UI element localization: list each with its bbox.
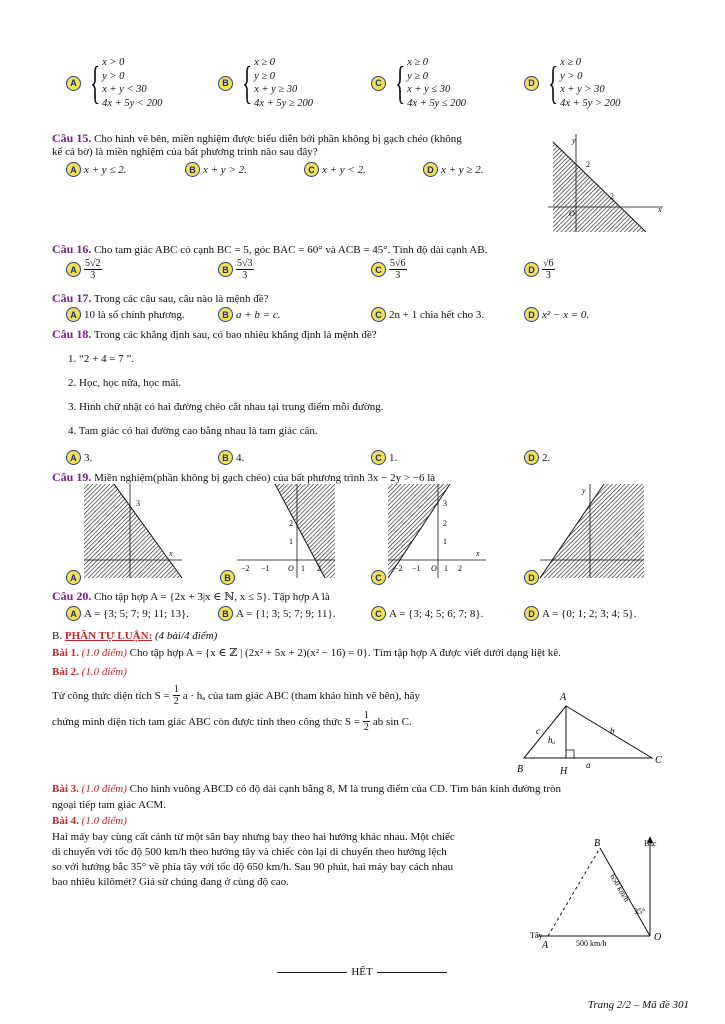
vertex-label: B xyxy=(517,764,524,775)
q15-question xyxy=(52,131,462,146)
tick-label: 1 xyxy=(301,564,305,573)
option-text: 4. xyxy=(236,451,245,464)
sys-line: 4x + 5y ≤ 200 xyxy=(407,97,467,109)
frac-num: 1 xyxy=(363,710,369,721)
bai2-heading xyxy=(52,666,127,678)
problem-text: chứng minh diện tích tam giác ABC còn được tính theo công thức S = xyxy=(52,715,360,728)
question-label: Câu 16. xyxy=(52,242,92,256)
side-label: c xyxy=(536,726,540,736)
option-text: 1. xyxy=(389,451,398,464)
question-text: Trong các câu sau, câu nào là mệnh đề? xyxy=(93,293,269,305)
end-text: HẾT xyxy=(351,966,373,978)
sys-line: y > 0 xyxy=(560,70,583,82)
q19-graph-d[interactable] xyxy=(540,484,645,580)
q14-option-c[interactable]: C { x ≥ 0 y ≥ 0 x + y ≤ 30 4x + 5y ≤ 200 xyxy=(371,56,466,110)
y-label: y xyxy=(572,136,576,145)
frac-den: 3 xyxy=(90,270,96,281)
option-badge: B xyxy=(218,262,233,277)
tick-label: 3 xyxy=(136,499,140,508)
tick-label: 2 xyxy=(317,564,321,573)
page-footer: Trang 2/2 – Mã đề 301 xyxy=(587,999,689,1011)
sys-line: y > 0 xyxy=(102,70,125,82)
q16-option-d[interactable] xyxy=(524,258,555,281)
option-badge: D xyxy=(524,570,539,585)
origin-label: O xyxy=(288,564,294,573)
frac-den: 2 xyxy=(363,722,369,733)
problem-score: (1.0 điểm) xyxy=(81,647,127,659)
q20-option-d[interactable] xyxy=(524,606,636,621)
sys-line: y ≥ 0 xyxy=(254,70,276,82)
distance-dashed-line xyxy=(548,848,600,936)
q20-question xyxy=(52,589,330,604)
q16-question xyxy=(52,242,487,257)
q19-graph-c[interactable] xyxy=(388,484,488,580)
question-label: Câu 18. xyxy=(52,327,92,341)
sys-line: x + y < 30 xyxy=(102,84,147,95)
question-label: Câu 20. xyxy=(52,589,92,603)
tick-label: 1 xyxy=(289,537,293,546)
tick-label: 2 xyxy=(289,519,293,528)
q20-option-a[interactable] xyxy=(66,606,189,621)
section-title: PHẦN TỰ LUẬN: xyxy=(64,630,153,642)
direction-label: Tây xyxy=(530,931,543,940)
option-badge: D xyxy=(524,606,539,621)
problem-text: a · hₐ của tam giác ABC (tham khảo hình vẽ bên), hãy xyxy=(182,689,421,702)
q17-option-c[interactable] xyxy=(371,307,484,322)
question-label: Câu 19. xyxy=(52,470,92,484)
q16-option-c[interactable] xyxy=(371,258,407,281)
option-text: 3. xyxy=(84,451,93,464)
option-badge: B xyxy=(218,307,233,322)
question-text: Cho tập hợp A = {2x + 3|x ∈ ℕ, x ≤ 5}. Tập hợp A là xyxy=(94,591,330,603)
problem-score: (1.0 điểm) xyxy=(81,666,127,678)
q17-option-b[interactable] xyxy=(218,307,280,322)
question-text-cont: kể cả bờ) là miền nghiệm của bất phương trình nào sau đây? xyxy=(52,146,318,158)
q19-option-a[interactable] xyxy=(66,570,81,585)
q19-graph-b[interactable] xyxy=(237,484,337,580)
frac-num: 1 xyxy=(173,684,179,695)
q16-option-a[interactable] xyxy=(66,258,102,281)
bai4-flight-figure xyxy=(524,832,674,954)
option-badge: B xyxy=(218,76,233,91)
option-badge: D xyxy=(524,262,539,277)
question-label: Câu 15. xyxy=(52,131,92,145)
frac-num: 5√2 xyxy=(85,258,101,269)
sys-line: x + y ≥ 30 xyxy=(254,84,298,95)
option-text: x + y > 2. xyxy=(203,163,247,176)
q16-option-b[interactable] xyxy=(218,258,254,281)
option-text: A = {3; 4; 5; 6; 7; 8}. xyxy=(389,607,484,620)
option-badge: B xyxy=(220,570,235,585)
option-badge: A xyxy=(66,570,81,585)
q18-option-b[interactable] xyxy=(218,450,244,465)
question-label: Câu 17. xyxy=(52,291,92,305)
q18-option-d[interactable] xyxy=(524,450,550,465)
tick-label: −1 xyxy=(412,564,421,573)
list-item: 3. Hình chữ nhật có hai đường chéo cắt nhau tại trung điểm mỗi đường. xyxy=(68,401,384,413)
option-badge: B xyxy=(185,162,200,177)
section-score: (4 bài/4 điểm) xyxy=(154,630,218,642)
q15-option-a[interactable] xyxy=(66,162,126,177)
tick-label: 2 xyxy=(443,519,447,528)
problem-text: di chuyển với tốc độ 500 km/h theo hướng tây và chiếc còn lại di chuyển theo hướng lệch xyxy=(52,846,447,858)
hatched-region xyxy=(275,484,335,578)
tick-label: 2 xyxy=(458,564,462,573)
right-angle-mark xyxy=(566,750,574,758)
y-label: y xyxy=(582,486,586,495)
speed-label: 500 km/h xyxy=(576,939,607,948)
list-item: 4. Tam giác có hai đường cao bằng nhau là tam giác cân. xyxy=(68,425,318,437)
vertex-label: A xyxy=(560,692,567,703)
end-marker xyxy=(277,966,447,978)
tick-label: −1 xyxy=(261,564,270,573)
sys-line: x ≥ 0 xyxy=(254,57,276,68)
option-text: 10 là số chính phương. xyxy=(84,308,185,321)
question-text: Cho hình vẽ bên, miền nghiệm được biểu diễn bởi phần không bị gạch chéo (không xyxy=(94,133,462,145)
q17-question xyxy=(52,291,269,306)
altitude-label: hₐ xyxy=(548,735,556,745)
list-item: 1. “2 + 4 = 7 ”. xyxy=(68,353,135,365)
option-text: x² − x = 0. xyxy=(542,308,590,321)
option-badge: B xyxy=(218,606,233,621)
vertex-label: H xyxy=(560,766,568,777)
problem-text-cont: ngoại tiếp tam giác ACM. xyxy=(52,799,166,811)
q14-option-d[interactable]: D { x ≥ 0 y > 0 x + y > 30 4x + 5y > 200 xyxy=(524,56,620,110)
bai1 xyxy=(52,646,561,659)
tick-label: 1 xyxy=(444,564,448,573)
frac-num: 5√3 xyxy=(237,258,253,269)
q19-graph-a[interactable] xyxy=(84,484,184,580)
tick-label: 2 xyxy=(586,160,590,169)
option-badge: A xyxy=(66,262,81,277)
bai4-heading xyxy=(52,815,127,827)
q18-option-c[interactable] xyxy=(371,450,397,465)
section-prefix: B. xyxy=(52,630,63,642)
option-badge: D xyxy=(524,76,539,91)
sys-line: 4x + 5y < 200 xyxy=(102,97,163,109)
bai3-line1 xyxy=(52,783,561,795)
angle-label: 35° xyxy=(634,907,646,916)
divider xyxy=(277,972,347,973)
option-badge: A xyxy=(66,307,81,322)
option-text: A = {3; 5; 7; 9; 11; 13}. xyxy=(84,607,189,620)
q19-option-c[interactable] xyxy=(371,570,386,585)
problem-text: Cho tập hợp A = {x ∈ ℤ | (2x² + 5x + 2)(x² − 16) = 0}. Tìm tập hợp A được viết dưới dạng liệt kê. xyxy=(129,647,561,659)
frac-den: 3 xyxy=(242,270,248,281)
problem-text: Từ công thức diện tích S = xyxy=(52,689,170,702)
option-text: a + b = c. xyxy=(236,308,281,321)
hatched-region xyxy=(84,484,182,578)
option-badge: C xyxy=(371,262,386,277)
q17-option-a[interactable] xyxy=(66,307,185,322)
option-badge: C xyxy=(371,307,386,322)
option-badge: C xyxy=(371,450,386,465)
q15-graph xyxy=(548,134,668,234)
option-badge: A xyxy=(66,162,81,177)
tick-label: −2 xyxy=(394,564,403,573)
q20-option-b[interactable] xyxy=(218,606,335,621)
x-label: x xyxy=(476,549,480,558)
sys-line: x > 0 xyxy=(102,57,125,68)
q14-option-b[interactable]: B { x ≥ 0 y ≥ 0 x + y ≥ 30 4x + 5y ≥ 200 xyxy=(218,56,313,110)
problem-text: bao nhiêu kilômét? Giả sử chúng đang ở cùng độ cao. xyxy=(52,876,289,888)
sys-line: x + y > 30 xyxy=(560,84,605,95)
frac-num: 5√6 xyxy=(390,258,406,269)
option-text: A = {0; 1; 2; 3; 4; 5}. xyxy=(542,607,637,620)
problem-text: ab sin C. xyxy=(372,715,412,728)
x-label: x xyxy=(658,205,662,214)
option-text: A = {1; 3; 5; 7; 9; 11}. xyxy=(236,607,336,620)
tick-label: 3 xyxy=(443,499,447,508)
option-badge: A xyxy=(66,606,81,621)
q19-option-b[interactable] xyxy=(220,570,235,585)
option-badge: D xyxy=(524,450,539,465)
frac-den: 2 xyxy=(173,696,179,707)
side-label: a xyxy=(586,760,591,770)
list-item: 2. Học, học nữa, học mãi. xyxy=(68,377,182,389)
point-label: B xyxy=(594,838,601,849)
question-text: Trong các khẳng định sau, có bao nhiêu khẳng định là mệnh đề? xyxy=(93,329,377,341)
option-text: 2. xyxy=(542,451,551,464)
sys-line: x ≥ 0 xyxy=(407,57,429,68)
origin-label: O xyxy=(569,209,575,218)
point-label: A xyxy=(542,940,549,951)
q18-option-a[interactable] xyxy=(66,450,92,465)
q15-option-b[interactable] xyxy=(185,162,247,177)
q19-option-d[interactable] xyxy=(524,570,539,585)
option-badge: C xyxy=(371,76,386,91)
option-badge: A xyxy=(66,450,81,465)
divider xyxy=(377,972,447,973)
q15-option-d[interactable] xyxy=(423,162,483,177)
problem-text: so với hướng bắc 35° về phía tây với tốc độ 650 km/h. Sau 90 phút, hai máy bay cách nhau xyxy=(52,861,454,873)
x-label: x xyxy=(169,549,173,558)
problem-text: Hai máy bay cùng cất cánh từ một sân bay nhưng bay theo hai hướng khác nhau. Một chiếc xyxy=(52,831,455,843)
question-text: Miền nghiệm(phần không bị gạch chéo) của bất phương trình 3x − 2y > −6 là xyxy=(94,472,436,484)
side-label: b xyxy=(610,726,615,736)
option-text: x + y < 2. xyxy=(322,163,366,176)
frac-den: 3 xyxy=(545,270,551,281)
triangle xyxy=(524,706,652,758)
point-label: O xyxy=(654,932,662,943)
option-badge: D xyxy=(524,307,539,322)
option-badge: B xyxy=(218,450,233,465)
frac-num: √6 xyxy=(543,258,554,269)
problem-label: Bài 4. xyxy=(52,815,79,827)
option-text: 2n + 1 chia hết cho 3. xyxy=(389,308,485,321)
q14-option-a[interactable]: A { x > 0 y > 0 x + y < 30 4x + 5y < 200 xyxy=(66,56,162,110)
origin-label: O xyxy=(431,564,437,573)
question-text: Cho tam giác ABC có cạnh BC = 5, góc BAC = 60° và ACB = 45°. Tính độ dài cạnh AB. xyxy=(94,244,488,256)
option-badge: C xyxy=(371,606,386,621)
option-badge: D xyxy=(423,162,438,177)
sys-line: 4x + 5y ≥ 200 xyxy=(254,97,314,109)
direction-label: Bắc xyxy=(644,839,657,848)
problem-label: Bài 1. xyxy=(52,647,79,659)
q20-option-c[interactable] xyxy=(371,606,483,621)
frac-den: 3 xyxy=(395,270,401,281)
problem-score: (1.0 điểm) xyxy=(81,815,127,827)
tick-label: 2 xyxy=(610,192,614,201)
sys-line: x ≥ 0 xyxy=(560,57,582,68)
speed-label: 650 km/h xyxy=(608,872,632,904)
bai2-line1 xyxy=(52,684,420,707)
option-text: x + y ≥ 2. xyxy=(441,163,484,176)
option-badge: C xyxy=(304,162,319,177)
option-badge: A xyxy=(66,76,81,91)
q17-option-d[interactable] xyxy=(524,307,589,322)
bai2-line2 xyxy=(52,710,412,733)
hatched-region xyxy=(540,484,644,578)
tick-label: −2 xyxy=(241,564,250,573)
sys-line: y ≥ 0 xyxy=(407,70,429,82)
sys-line: 4x + 5y > 200 xyxy=(560,97,621,109)
problem-text: Cho hình vuông ABCD có độ dài cạnh bằng 8, M là trung điểm của CD. Tìm bán kính đường tròn xyxy=(129,783,561,795)
option-text: x + y ≤ 2. xyxy=(84,163,127,176)
q19-question xyxy=(52,470,435,485)
problem-score: (1.0 điểm) xyxy=(81,783,127,795)
part-b-heading xyxy=(52,630,217,642)
problem-label: Bài 2. xyxy=(52,666,79,678)
tick-label: 1 xyxy=(443,537,447,546)
bai2-triangle-figure xyxy=(512,688,672,780)
problem-label: Bài 3. xyxy=(52,783,79,795)
q18-question xyxy=(52,327,377,342)
option-badge: C xyxy=(371,570,386,585)
sys-line: x + y ≤ 30 xyxy=(407,84,451,95)
q15-option-c[interactable] xyxy=(304,162,366,177)
vertex-label: C xyxy=(655,755,662,766)
